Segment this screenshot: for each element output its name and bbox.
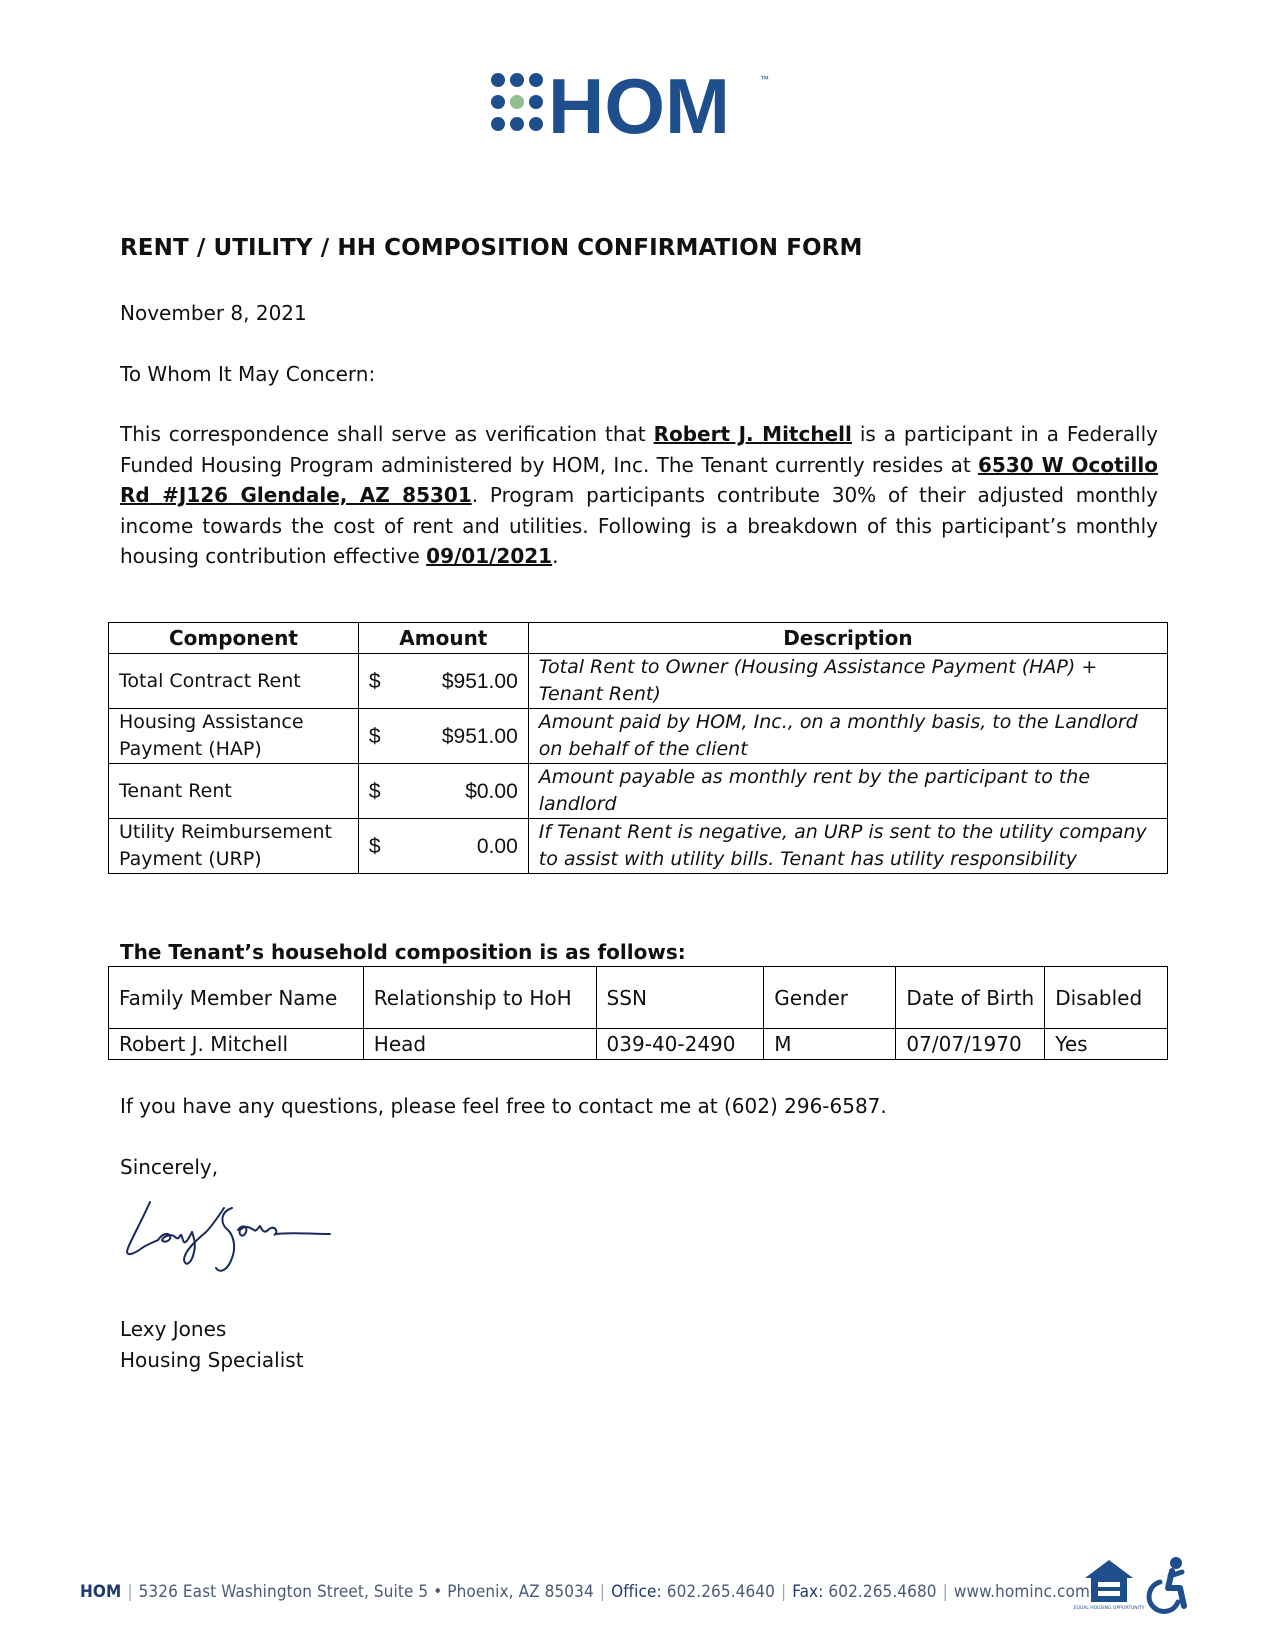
table-row xyxy=(109,764,1168,819)
disabled-cell: Yes xyxy=(1045,1029,1168,1060)
signer-block xyxy=(120,1314,304,1376)
household-table xyxy=(108,966,1168,1060)
header-relationship: Relationship to HoH xyxy=(363,967,596,1029)
header-component: Component xyxy=(109,623,359,654)
household-table-header xyxy=(109,967,1168,1029)
header-dob: Date of Birth xyxy=(896,967,1045,1029)
logo-text: HOM xyxy=(548,62,730,150)
amount-value: $951.00 xyxy=(441,669,518,693)
currency-symbol: $ xyxy=(368,669,381,693)
para-text-1: This correspondence shall serve as verification that xyxy=(120,422,654,446)
para-text-2: is a participant in a Federally Funded Housing Program administered by HOM, Inc. The Tenant currently resides at xyxy=(120,422,1158,477)
amount-cell xyxy=(358,819,528,874)
verification-paragraph xyxy=(120,419,1158,572)
amount-value: $0.00 xyxy=(465,779,518,803)
footer-office-label: Office: xyxy=(611,1582,662,1602)
amount-cell xyxy=(358,709,528,764)
currency-symbol: $ xyxy=(368,834,381,858)
tenant-name: Robert J. Mitchell xyxy=(653,422,852,446)
form-title: RENT / UTILITY / HH COMPOSITION CONFIRMATION FORM xyxy=(120,235,863,261)
description-cell: Amount payable as monthly rent by the participant to the landlord xyxy=(528,764,1167,819)
contact-line: If you have any questions, please feel free to contact me at (602) 296-6587. xyxy=(120,1094,887,1118)
footer-office: 602.265.4640 xyxy=(666,1582,775,1602)
currency-symbol: $ xyxy=(368,724,381,748)
member-name-cell: Robert J. Mitchell xyxy=(109,1029,364,1060)
footer-address: 5326 East Washington Street, Suite 5 • Phoenix, AZ 85034 xyxy=(138,1582,594,1602)
ssn-cell: 039-40-2490 xyxy=(596,1029,764,1060)
para-text-3: . Program participants contribute 30% of their adjusted monthly income towards the cost of rent and utilities. Following is a breakdown of this participant’s monthly housing contribution effective xyxy=(120,483,1159,568)
header-description: Description xyxy=(528,623,1167,654)
payment-table-header xyxy=(109,623,1168,654)
header-ssn: SSN xyxy=(596,967,764,1029)
payment-table xyxy=(108,622,1168,874)
footer: HOM | 5326 East Washington Street, Suite 5 • Phoenix, AZ 85034 | Office: 602.265.4640 | Fax: 602.265.4680 | www.hominc.com xyxy=(80,1582,1090,1602)
hom-logo xyxy=(490,62,790,150)
logo-tm: ™ xyxy=(760,74,769,84)
header-disabled: Disabled xyxy=(1045,967,1168,1029)
gender-cell: M xyxy=(764,1029,896,1060)
equal-housing-icon xyxy=(1073,1558,1145,1616)
signer-name: Lexy Jones xyxy=(120,1317,227,1341)
footer-fax-label: Fax: xyxy=(792,1582,824,1602)
component-cell: Total Contract Rent xyxy=(109,654,359,709)
table-row xyxy=(109,819,1168,874)
header-member-name: Family Member Name xyxy=(109,967,364,1029)
description-cell: Total Rent to Owner (Housing Assistance Payment (HAP) + Tenant Rent) xyxy=(528,654,1167,709)
component-cell: Housing Assistance Payment (HAP) xyxy=(109,709,359,764)
closing: Sincerely, xyxy=(120,1155,219,1179)
eho-label: EQUAL HOUSING OPPORTUNITY xyxy=(1073,1606,1145,1611)
currency-symbol: $ xyxy=(368,779,381,803)
greeting: To Whom It May Concern: xyxy=(120,362,376,386)
effective-date: 09/01/2021 xyxy=(426,544,553,568)
footer-fax: 602.265.4680 xyxy=(828,1582,937,1602)
table-row xyxy=(109,1029,1168,1060)
table-row xyxy=(109,709,1168,764)
table-row xyxy=(109,654,1168,709)
signer-title: Housing Specialist xyxy=(120,1348,304,1372)
letter-date: November 8, 2021 xyxy=(120,301,307,325)
household-heading: The Tenant’s household composition is as follows: xyxy=(120,940,686,964)
amount-value: $951.00 xyxy=(441,724,518,748)
description-cell: If Tenant Rent is negative, an URP is sent to the utility company to assist with utility bills. Tenant has utility responsibility xyxy=(528,819,1167,874)
amount-cell xyxy=(358,764,528,819)
relationship-cell: Head xyxy=(363,1029,596,1060)
component-cell: Utility Reimbursement Payment (URP) xyxy=(109,819,359,874)
accessibility-icon xyxy=(1146,1556,1190,1614)
dob-cell: 07/07/1970 xyxy=(896,1029,1045,1060)
para-text-4: . xyxy=(552,544,559,568)
header-amount: Amount xyxy=(358,623,528,654)
signature xyxy=(120,1190,360,1280)
component-cell: Tenant Rent xyxy=(109,764,359,819)
tenant-address: 6530 W Ocotillo Rd #J126 Glendale, AZ 85301 xyxy=(120,452,1158,507)
amount-cell xyxy=(358,654,528,709)
footer-brand: HOM xyxy=(80,1582,122,1602)
amount-value: 0.00 xyxy=(476,834,518,858)
footer-web[interactable]: www.hominc.com xyxy=(953,1582,1090,1602)
description-cell: Amount paid by HOM, Inc., on a monthly basis, to the Landlord on behalf of the client xyxy=(528,709,1167,764)
header-gender: Gender xyxy=(764,967,896,1029)
